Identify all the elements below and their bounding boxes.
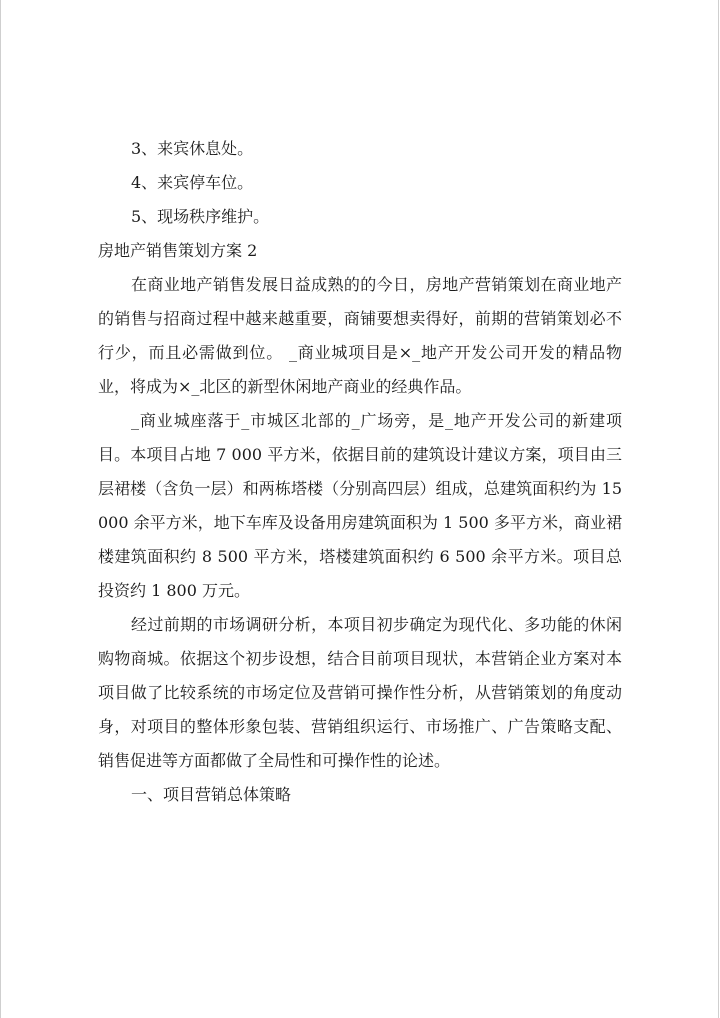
page-left-edge [0,0,1,1018]
document-body [98,132,622,812]
list-item: 5、现场秩序维护。 [131,207,270,226]
document-heading: 房地产销售策划方案 2 [98,241,258,260]
paragraph: _商业城座落于_市城区北部的_广场旁，是_地产开发公司的新建项目。本项目占地 7 000 平方米，依据目前的建筑设计建议方案，项目由三层裙楼（含负一层）和两栋塔楼（分别高四层）组成，总建筑面积约为 15 000 余平方米，地下车库及设备用房建筑面积为 1 500 多平方米，商业裙楼建筑面积约 8 500 平方米，塔楼建筑面积约 6 500 余平方米。项目总投资约 1 800 万元。 [98,411,622,600]
paragraph: 经过前期的市场调研分析，本项目初步确定为现代化、多功能的休闲购物商城。依据这个初步设想，结合目前项目现状，本营销企业方案对本项目做了比较系统的市场定位及营销可操作性分析，从营销策划的角度动身，对项目的整体形象包装、营销组织运行、市场推广、广告策略支配、销售促进等方面都做了全局性和可操作性的论述。 [98,615,622,770]
list-item: 4、来宾停车位。 [131,173,254,192]
section-title: 一、项目营销总体策略 [131,785,292,804]
paragraph: 在商业地产销售发展日益成熟的的今日，房地产营销策划在商业地产的销售与招商过程中越来越重要，商铺要想卖得好，前期的营销策划必不行少，而且必需做到位。 _商业城项目是×_地产开发公司开发的精品物业，将成为×_北区的新型休闲地产商业的经典作品。 [98,275,622,396]
page-right-edge [718,0,719,1018]
list-item: 3、来宾休息处。 [131,139,254,158]
